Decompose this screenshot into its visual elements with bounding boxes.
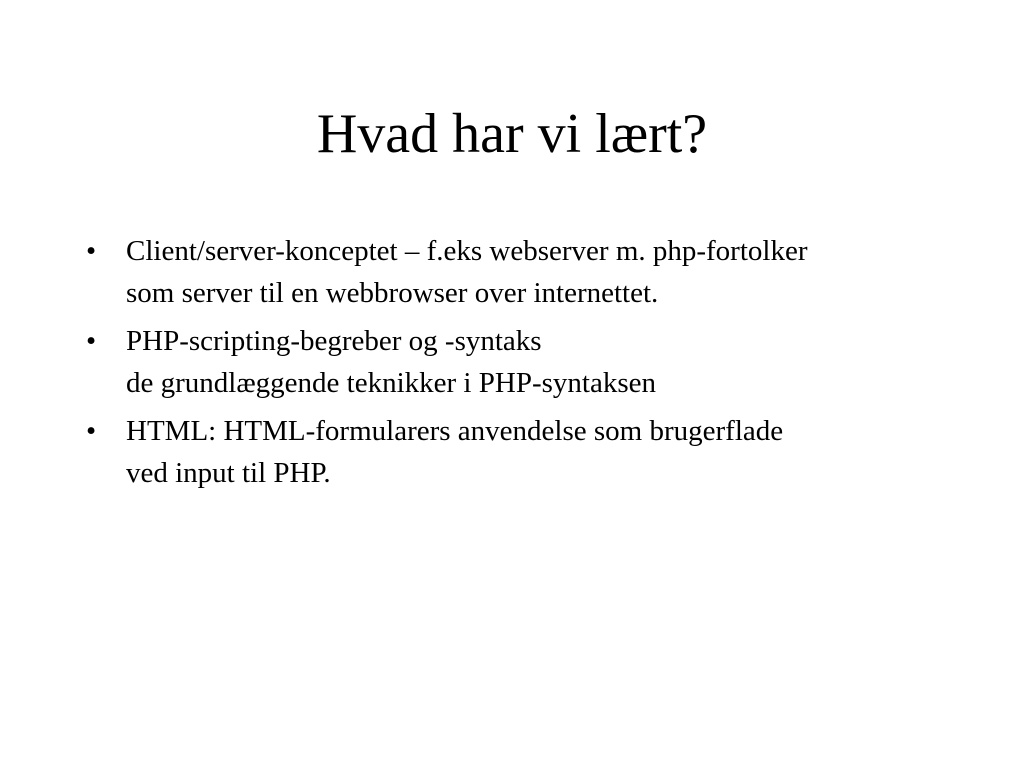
bullet-marker: • bbox=[86, 325, 97, 357]
bullet-item bbox=[86, 320, 966, 404]
bullet-text-line: HTML: HTML-formularers anvendelse som brugerflade bbox=[126, 415, 784, 447]
bullet-item bbox=[86, 410, 966, 494]
bullet-marker: • bbox=[86, 235, 97, 267]
slide-title: Hvad har vi lært? bbox=[316, 103, 708, 165]
bullet-text-line: som server til en webbrowser over internettet. bbox=[126, 277, 659, 309]
bullet-text-line: ved input til PHP. bbox=[126, 457, 331, 489]
bullet-text-line: PHP-scripting-begreber og -syntaks bbox=[126, 325, 542, 357]
bullet-text-line: de grundlæggende teknikker i PHP-syntaksen bbox=[126, 367, 656, 399]
bullet-marker: • bbox=[86, 415, 97, 447]
bullet-text-line: Client/server-konceptet – f.eks webserver m. php-fortolker bbox=[126, 235, 808, 267]
bullet-list bbox=[86, 230, 966, 500]
bullet-item bbox=[86, 230, 966, 314]
